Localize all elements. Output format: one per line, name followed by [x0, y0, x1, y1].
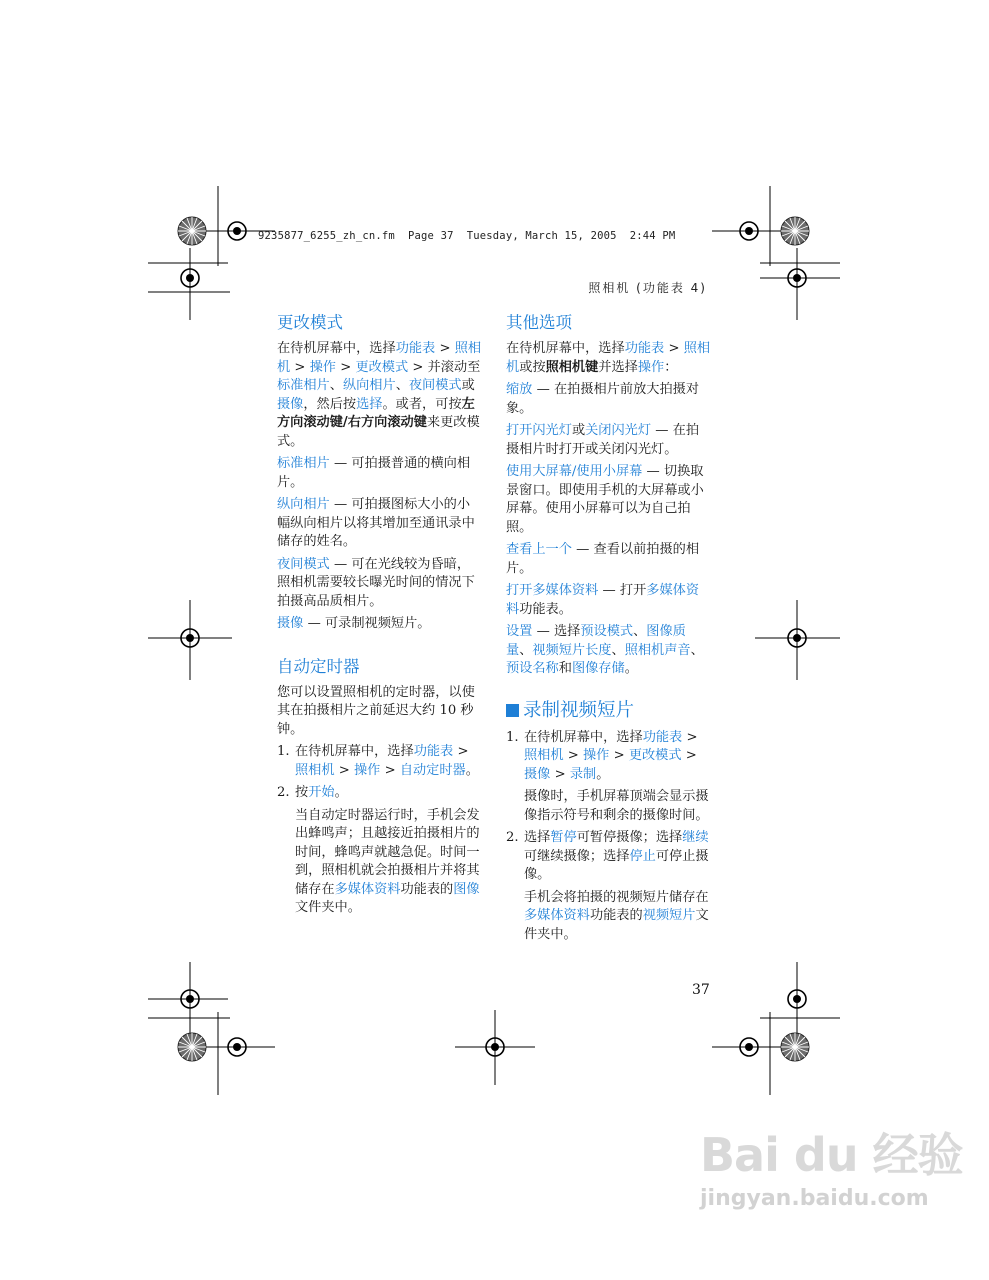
self-timer-step-1: 1. 在待机屏幕中，选择功能表 > 照相机 > 操作 > 自动定时器。: [277, 744, 479, 778]
right-column: [506, 312, 711, 948]
def-zoom: 缩放 — 在拍摄相片前放大拍摄对象。: [506, 382, 700, 416]
self-timer-note: 当自动定时器运行时，手机会发出蜂鸣声；且越接近拍摄相片的时间，蜂鸣声就越急促。时间一到，照相机就会拍摄相片并将其储存在多媒体资料功能表的图像文件夹中。: [295, 807, 480, 915]
def-settings: 设置 — 选择预设模式、图像质量、视频短片长度、照相机声音、预设名称和图像存储。: [506, 624, 704, 676]
print-slug: 9235877_6255_zh_cn.fm Page 37 Tuesday, March 15, 2005 2:44 PM: [258, 230, 676, 242]
link-change-mode[interactable]: 更改模式: [355, 359, 409, 375]
camera-key-label: 照相机键: [545, 359, 599, 375]
def-portrait: 纵向相片 — 可拍摄图标大小的小幅纵向相片以将其增加至通讯录中储存的姓名。: [277, 497, 475, 549]
heading-change-mode: 更改模式: [277, 313, 343, 332]
baidu-watermark: [700, 1130, 963, 1211]
link-night-mode[interactable]: 夜间模式: [408, 378, 462, 393]
record-step-2: 2. 选择暂停可暂停摄像；选择继续可继续摄像；选择停止可停止摄像。: [506, 830, 709, 882]
page-number: 37: [692, 982, 710, 998]
self-timer-step-2: 2. 按开始。: [277, 785, 348, 800]
link-options[interactable]: 操作: [309, 359, 336, 375]
link-select[interactable]: 选择: [356, 396, 383, 412]
section-square-icon: [506, 704, 519, 717]
def-view-previous: 查看上一个 — 查看以前拍摄的相片。: [506, 542, 700, 576]
scroll-key-label: 左方向滚动键/右方向滚动键: [277, 396, 475, 430]
def-night: 夜间模式 — 可在光线较为昏暗，照相机需要较长曝光时间的情况下拍摄高品质相片。: [277, 556, 475, 609]
link-video[interactable]: 摄像: [277, 396, 304, 412]
def-open-gallery: 打开多媒体资料 — 打开多媒体资料功能表。: [506, 583, 700, 617]
link-portrait-photo[interactable]: 纵向相片: [342, 378, 396, 393]
record-note-1: 摄像时，手机屏幕顶端会显示摄像指示符号和剩余的摄像时间。: [524, 789, 709, 823]
self-timer-intro: 您可以设置照相机的定时器，以使其在拍摄相片之前延迟大约 10 秒钟。: [277, 684, 475, 737]
heading-self-timer: 自动定时器: [277, 656, 360, 676]
other-options-intro: 在待机屏幕中，选择功能表 > 照相机或按照相机键并选择操作：: [506, 341, 711, 375]
link-menu[interactable]: 功能表: [395, 341, 436, 356]
def-flash: 打开闪光灯或关闭闪光灯 — 在拍摄相片时打开或关闭闪光灯。: [506, 423, 700, 457]
def-video: 摄像 — 可录制视频短片。: [277, 616, 431, 631]
def-screen: 使用大屏幕/使用小屏幕 — 切换取景窗口。即使用手机的大屏幕或小屏幕。使用小屏幕可以为自己拍照。: [506, 464, 704, 535]
baidu-logo: Bai du 经验: [700, 1128, 963, 1182]
link-camera[interactable]: 照相机: [277, 341, 482, 375]
change-mode-intro: 在待机屏幕中，选择功能表 > 照相机 > 操作 > 更改模式 > 并滚动至标准相片、纵向相片、夜间模式或摄像，然后按选择。或者，可按左方向滚动键/右方向滚动键来更改模式。: [277, 341, 482, 449]
link-standard-photo[interactable]: 标准相片: [277, 378, 330, 393]
record-step-1: 1. 在待机屏幕中，选择功能表 > 照相机 > 操作 > 更改模式 > 摄像 > 录制。: [506, 729, 698, 782]
def-standard: 标准相片 — 可拍摄普通的横向相片。: [277, 456, 471, 490]
heading-record-video: 录制视频短片: [506, 699, 711, 723]
link-start[interactable]: 开始: [308, 785, 335, 800]
heading-other-options: 其他选项: [506, 313, 572, 332]
watermark-url: jingyan.baidu.com: [700, 1186, 929, 1211]
left-column: [277, 312, 482, 922]
running-head: 照相机 (功能表 4): [588, 281, 707, 295]
record-note-2: 手机会将拍摄的视频短片储存在多媒体资料功能表的视频短片文件夹中。: [524, 889, 709, 942]
